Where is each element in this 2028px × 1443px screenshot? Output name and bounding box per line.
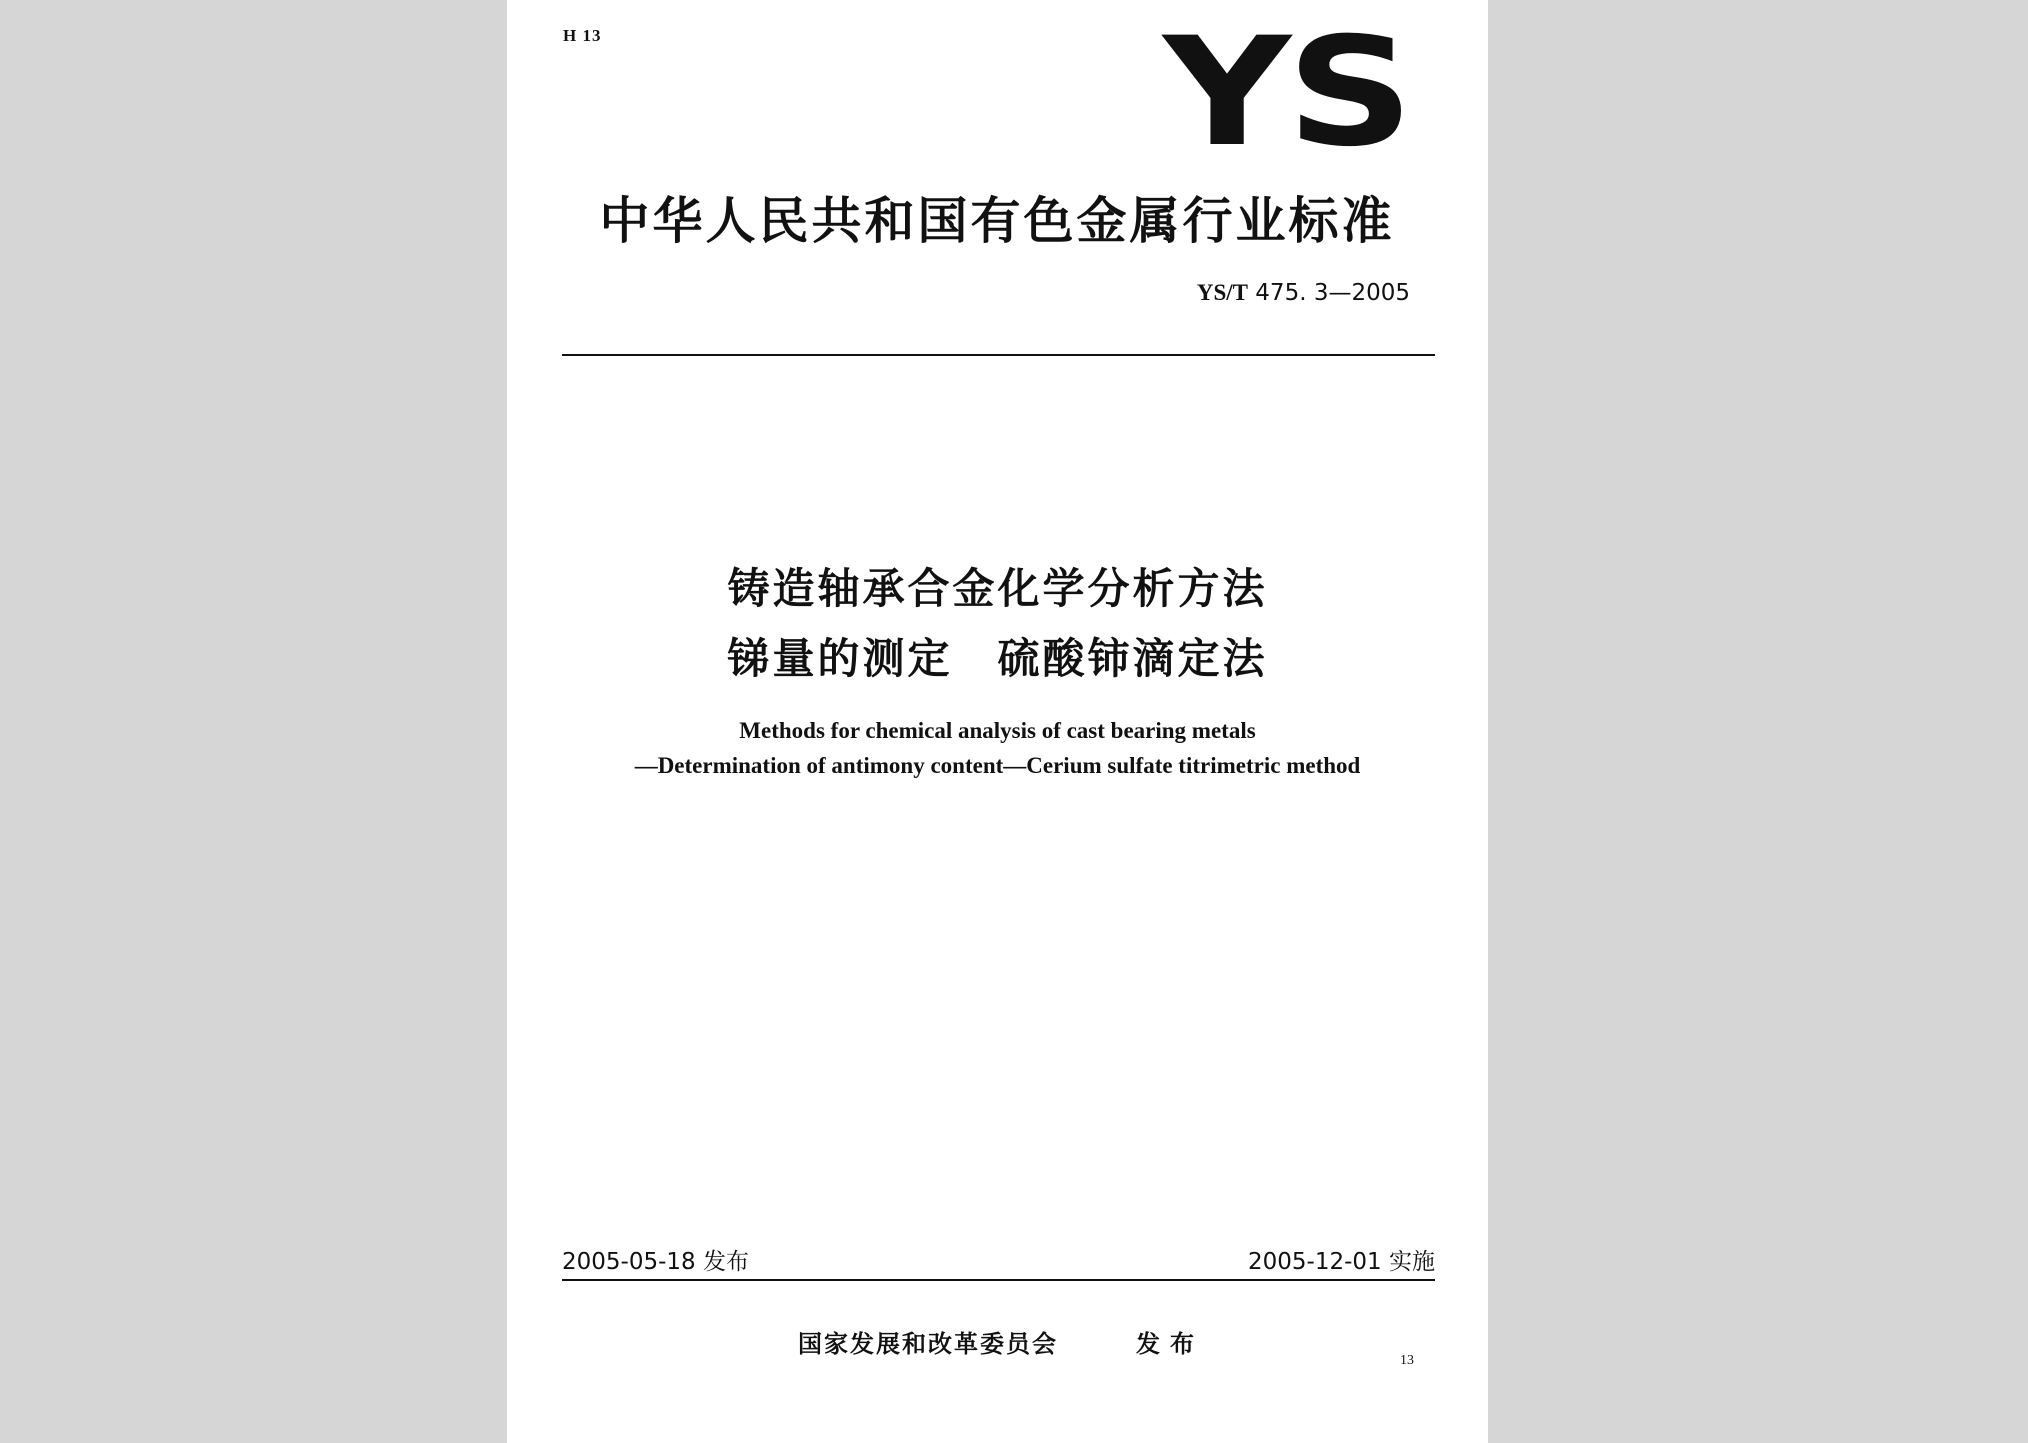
standard-number	[1197, 280, 1410, 306]
bottom-divider	[562, 1279, 1435, 1281]
top-divider	[562, 354, 1435, 356]
english-title-line-2: —Determination of antimony content—Cerium sulfate titrimetric method	[634, 753, 1361, 778]
issue-word: 发布	[1136, 1330, 1204, 1358]
document-page	[507, 0, 1488, 1443]
chinese-title-line-1: 铸造轴承合金化学分析方法	[727, 564, 1268, 613]
page-number: 13	[1400, 1353, 1414, 1368]
classification-code: H 13	[563, 26, 602, 45]
implementation-date: 2005-12-01 实施	[1248, 1249, 1435, 1275]
standard-number-prefix: YS/T	[1196, 280, 1248, 305]
issuer: 国家发展和改革委员会	[798, 1330, 1058, 1358]
chinese-title-line-2: 锑量的测定 硫酸铈滴定法	[727, 634, 1268, 683]
issue-date: 2005-05-18 发布	[562, 1249, 749, 1275]
ys-logo: YS	[1163, 6, 1410, 180]
english-title-line-1: Methods for chemical analysis of cast bearing metals	[739, 718, 1256, 743]
standard-number-value: 475. 3—2005	[1255, 280, 1410, 306]
standard-title: 中华人民共和国有色金属行业标准	[599, 192, 1395, 250]
